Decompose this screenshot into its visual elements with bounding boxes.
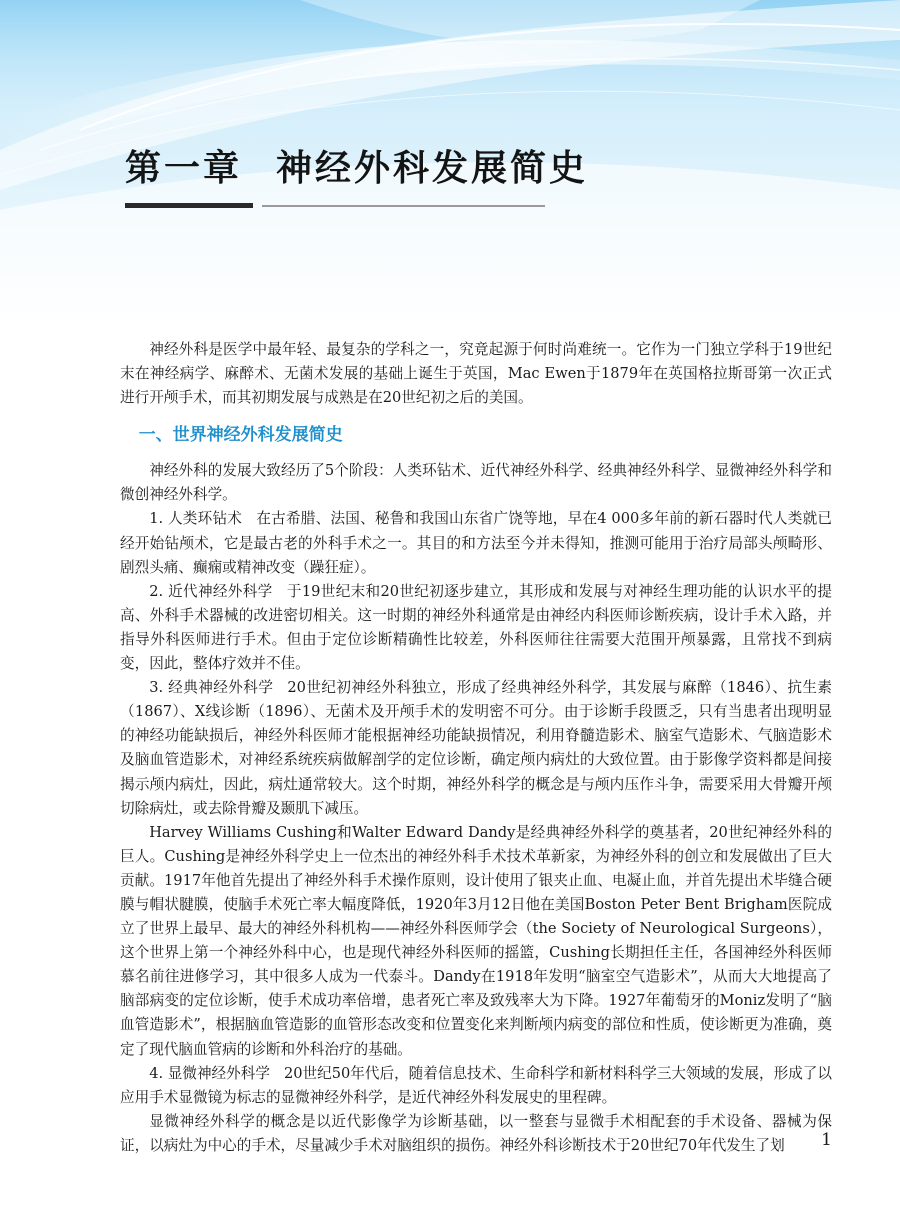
chapter-title	[125, 140, 588, 191]
title-underline-dark	[125, 203, 253, 208]
stage-paragraph	[120, 1062, 832, 1110]
chapter-title-text: 神经外科发展简史	[276, 147, 589, 189]
title-underline-light	[262, 205, 545, 207]
stage-text: 于19世纪末和20世纪初逐步建立，其形成和发展与对神经生理功能的认识水平的提高、外科手术器械的改进密切相关。这一时期的神经外科通常是由神经内科医师诊断疾病，设计手术入路，并指导外科医师进行手术。但由于定位诊断精确性比较差，外科医师往往需要大范围开颅暴露，且常找不到病变，因此，整体疗效并不佳。	[120, 582, 832, 673]
section-heading: 一、世界神经外科发展简史	[138, 425, 343, 446]
stage-lead: 2. 近代神经外科学	[149, 582, 273, 600]
stage-lead: 1. 人类环钻术	[149, 510, 243, 528]
micro-paragraph: 显微神经外科学的概念是以近代影像学为诊断基础，以一整套与显微手术相配套的手术设备、器械为保证，以病灶为中心的手术，尽量减少手术对脑组织的损伤。神经外科诊断技术于20世纪70年代发生了划	[120, 1112, 832, 1154]
stage-paragraph	[120, 676, 832, 821]
overview-paragraph: 神经外科的发展大致经历了5个阶段：人类环钻术、近代神经外科学、经典神经外科学、显微神经外科学和微创神经外科学。	[120, 462, 832, 504]
page-number: 1	[821, 1130, 832, 1150]
chapter-number-label: 第一章	[125, 147, 243, 189]
stage-text: 20世纪初神经外科独立，形成了经典神经外科学，其发展与麻醉（1846）、抗生素（1867）、X线诊断（1896）、无菌术及开颅手术的发明密不可分。由于诊断手段匮乏，只有当患者出现明显的神经功能缺损后，神经外科医师才能根据神经功能缺损情况，利用脊髓造影术、脑室气造影术、气脑造影术及脑血管造影术，对神经系统疾病做解剖学的定位诊断，确定颅内病灶的大致位置。由于影像学资料都是间接揭示颅内病灶，因此，病灶通常较大。这个时期，神经外科学的概念是与颅内压作斗争，需要采用大骨瓣开颅切除病灶，或去除骨瓣及颞肌下减压。	[120, 679, 832, 817]
page-body	[120, 338, 832, 1158]
stage-text: 在古希腊、法国、秘鲁和我国山东省广饶等地，早在4 000多年前的新石器时代人类就已经开始钻颅术，它是最古老的外科手术之一。其目的和方法至今并未得知，推测可能用于治疗局部头颅畸形、剧烈头痛、癫痫或精神改变（躁狂症）。	[120, 510, 832, 576]
stage-lead: 4. 显微神经外科学	[149, 1064, 270, 1082]
stage-lead: 3. 经典神经外科学	[149, 679, 274, 697]
intro-paragraph: 神经外科是医学中最年轻、最复杂的学科之一，究竟起源于何时尚难统一。它作为一门独立学科于19世纪末在神经病学、麻醉术、无菌术发展的基础上诞生于英国，Mac Ewen于1879年在英国格拉斯哥第一次正式进行开颅手术，而其初期发展与成熟是在20世纪初之后的美国。	[120, 341, 832, 407]
stage-paragraph	[120, 580, 832, 676]
stage-text: 20世纪50年代后，随着信息技术、生命科学和新材料科学三大领域的发展，形成了以应用手术显微镜为标志的显微神经外科学，是近代神经外科发展史的里程碑。	[120, 1064, 832, 1106]
stage-paragraph	[120, 507, 832, 579]
cushing-paragraph: Harvey Williams Cushing和Walter Edward Dandy是经典神经外科学的奠基者，20世纪神经外科的巨人。Cushing是神经外科学史上一位杰出的神经外科手术技术革新家，为神经外科的创立和发展做出了巨大贡献。1917年他首先提出了神经外科手术操作原则，设计使用了银夹止血、电凝止血，并首先提出术毕缝合硬膜与帽状腱膜，使脑手术死亡率大幅度降低，1920年3月12日他在美国Boston Peter Bent Brigham医院成立了世界上最早、最大的神经外科机构——神经外科医师学会（the Society of Neurological Surgeons），这个世界上第一个神经外科中心，也是现代神经外科医师的摇篮，Cushing长期担任主任，各国神经外科医师慕名前往进修学习，其中很多人成为一代泰斗。Dandy在1918年发明“脑室空气造影术”，从而大大地提高了脑部病变的定位诊断，使手术成功率倍增，患者死亡率及致残率大为下降。1927年葡萄牙的Moniz发明了“脑血管造影术”，根据脑血管造影的血管形态改变和位置变化来判断颅内病变的部位和性质，使诊断更为准确，奠定了现代脑血管病的诊断和外科治疗的基础。	[120, 823, 832, 1058]
